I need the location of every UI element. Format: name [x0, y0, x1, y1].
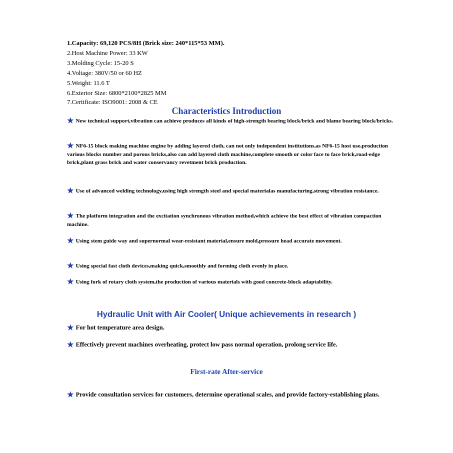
- spec-line-size: 6.Exterior Size: 6800*2100*2825 MM: [67, 90, 167, 97]
- after-service-heading: First-rate After-service: [190, 367, 263, 376]
- spec-line-cycle: 3.Molding Cycle: 15-20 S: [67, 60, 134, 67]
- hydraulic-item: ★ Effectively prevent machines overheating, protect low pass normal operation, prolong service life.: [67, 340, 338, 349]
- star-icon: ★: [67, 340, 74, 349]
- star-icon: ★: [67, 323, 74, 332]
- spec-line-power: 2.Host Machine Power: 33 KW: [67, 50, 148, 57]
- spec-line-voltage: 4.Voltage: 380V/50 or 60 HZ: [67, 70, 142, 77]
- star-icon: ★: [67, 116, 74, 125]
- star-icon: ★: [67, 236, 74, 245]
- characteristic-item: ★ Using special fast cloth devices,making quick,smoothly and forming cloth evenly in place.: [67, 261, 289, 270]
- spec-line-certificate: 7.Certificate: ISO9001: 2008 & CE: [67, 99, 158, 106]
- characteristic-item: ★ Using fork of rotary cloth system,the production of various materials with good concrete-block adaptability.: [67, 277, 333, 286]
- after-service-item: ★ Provide consultation services for customers, determine operational scales, and provide factory-establishing plans.: [67, 390, 380, 399]
- characteristic-item: ★ NF6-15 block making machine engine by adding layered cloth, can not only independent institutions,as NF6-15 host use,production various blocks number and porous bricks,also can add layered cloth machine,complete smooth or color face to face brick,road-edge brick,plant grass brick and water conservancy revetment brick production.: [67, 141, 389, 167]
- star-icon: ★: [67, 277, 74, 286]
- characteristic-item: ★ Use of advanced welding technology,using high strength steel and special materialas manufacturing,strong vibration resistance.: [67, 186, 379, 195]
- star-icon: ★: [67, 141, 74, 150]
- characteristic-item: ★ Using stem guide way and supernormal wear-resistant material,ensure mold,pressure head accurate movement.: [67, 236, 342, 245]
- star-icon: ★: [67, 211, 74, 220]
- star-icon: ★: [67, 261, 74, 270]
- spec-line-weight: 5.Weight: 11.6 T: [67, 80, 110, 87]
- hydraulic-heading: Hydraulic Unit with Air Cooler( Unique achievements in research ): [96, 309, 357, 319]
- hydraulic-item: ★ For hot temperature area design.: [67, 323, 165, 332]
- star-icon: ★: [67, 390, 74, 399]
- characteristics-heading: Characteristics Introduction: [171, 106, 282, 116]
- star-icon: ★: [67, 186, 74, 195]
- characteristic-item: ★ The platform integration and the excitation synchronous vibration method,which achieve the best effect of vibration compaction machine.: [67, 211, 382, 228]
- spec-line-capacity: 1.Capacity: 69,120 PCS/8H (Brick size: 240*115*53 MM).: [67, 40, 225, 47]
- characteristic-item: ★ New technical support,vibration can achieve produces all kinds of high-strength bearing block/brick and blame bearing block/bricks.: [67, 116, 394, 125]
